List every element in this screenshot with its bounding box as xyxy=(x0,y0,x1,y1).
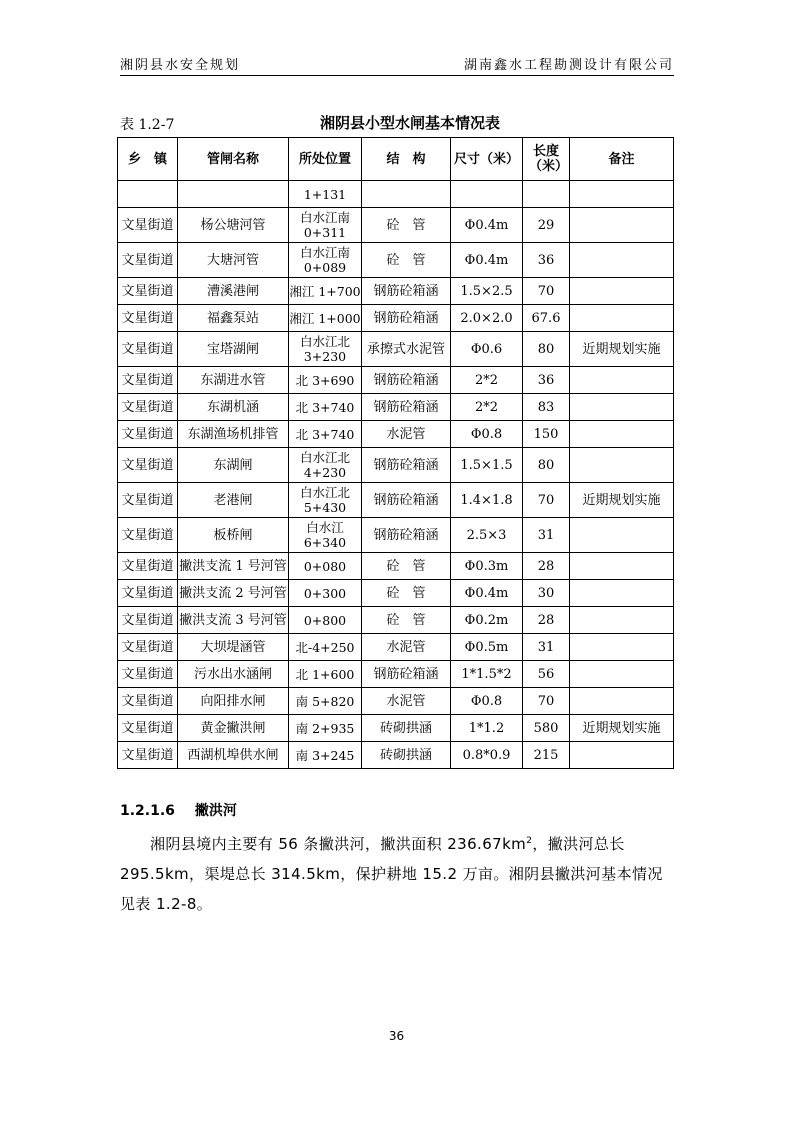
paragraph-part2: ，撇洪河总长 295.5km，渠堤总长 314.5km，保护耕地 15.2 万亩。湘阴县撇洪河基本情况见表 1.2-8。 xyxy=(120,835,663,913)
cell-town: 文星街道 xyxy=(118,634,178,661)
cell-location: 1+131 xyxy=(289,181,362,208)
cell-name: 杨公塘河管 xyxy=(178,208,289,243)
cell-location: 南 5+820 xyxy=(289,688,362,715)
col-header-size: 尺寸（米） xyxy=(451,138,523,181)
cell-note xyxy=(570,518,674,553)
cell-size: Φ0.4m xyxy=(451,208,523,243)
cell-size: Φ0.6 xyxy=(451,332,523,367)
cell-location: 北 3+690 xyxy=(289,367,362,394)
cell-town: 文星街道 xyxy=(118,715,178,742)
cell-note xyxy=(570,688,674,715)
cell-note xyxy=(570,421,674,448)
cell-structure: 水泥管 xyxy=(362,634,451,661)
cell-town: 文星街道 xyxy=(118,448,178,483)
cell-length: 150 xyxy=(523,421,570,448)
table-row xyxy=(118,332,674,367)
cell-size: Φ0.5m xyxy=(451,634,523,661)
cell-location: 白水江 6+340 xyxy=(289,518,362,553)
table-row xyxy=(118,661,674,688)
cell-location: 湘江 1+700 xyxy=(289,278,362,305)
cell-size: 2.5×3 xyxy=(451,518,523,553)
cell-structure: 钢筋砼箱涵 xyxy=(362,278,451,305)
cell-size: 1.5×2.5 xyxy=(451,278,523,305)
cell-name: 撇洪支流 2 号河管 xyxy=(178,580,289,607)
cell-location: 白水江南 0+089 xyxy=(289,243,362,278)
cell-structure: 承擦式水泥管 xyxy=(362,332,451,367)
cell-town: 文星街道 xyxy=(118,688,178,715)
cell-town: 文星街道 xyxy=(118,208,178,243)
cell-location: 白水江北 4+230 xyxy=(289,448,362,483)
cell-length: 80 xyxy=(523,448,570,483)
table-row xyxy=(118,634,674,661)
cell-name: 板桥闸 xyxy=(178,518,289,553)
col-header-town: 乡 镇 xyxy=(118,138,178,181)
cell-town: 文星街道 xyxy=(118,305,178,332)
cell-location: 0+080 xyxy=(289,553,362,580)
cell-name: 污水出水涵闸 xyxy=(178,661,289,688)
cell-location: 北 3+740 xyxy=(289,421,362,448)
cell-note xyxy=(570,661,674,688)
cell-note xyxy=(570,580,674,607)
cell-name: 西湖机埠供水闸 xyxy=(178,742,289,769)
cell-note xyxy=(570,278,674,305)
section-heading xyxy=(120,800,257,820)
section-title: 撇洪河 xyxy=(194,803,237,819)
cell-length: 70 xyxy=(523,483,570,518)
cell-size xyxy=(451,181,523,208)
cell-length: 70 xyxy=(523,278,570,305)
cell-name: 撇洪支流 1 号河管 xyxy=(178,553,289,580)
cell-name: 撇洪支流 3 号河管 xyxy=(178,607,289,634)
cell-structure: 钢筋砼箱涵 xyxy=(362,394,451,421)
table-body xyxy=(118,181,674,769)
cell-location: 湘江 1+000 xyxy=(289,305,362,332)
cell-note xyxy=(570,305,674,332)
cell-size: 0.8*0.9 xyxy=(451,742,523,769)
cell-note xyxy=(570,208,674,243)
cell-location: 白水江南 0+311 xyxy=(289,208,362,243)
cell-town: 文星街道 xyxy=(118,243,178,278)
cell-note: 近期规划实施 xyxy=(570,332,674,367)
table-row xyxy=(118,278,674,305)
cell-structure: 砖砌拱涵 xyxy=(362,715,451,742)
cell-structure xyxy=(362,181,451,208)
cell-location: 白水江北 5+430 xyxy=(289,483,362,518)
table-row xyxy=(118,742,674,769)
col-header-note: 备注 xyxy=(570,138,674,181)
cell-location: 北-4+250 xyxy=(289,634,362,661)
cell-length: 80 xyxy=(523,332,570,367)
cell-structure: 钢筋砼箱涵 xyxy=(362,518,451,553)
cell-name: 东湖进水管 xyxy=(178,367,289,394)
table-row xyxy=(118,607,674,634)
section-number: 1.2.1.6 xyxy=(120,803,175,819)
cell-length: 28 xyxy=(523,553,570,580)
header-company: 湖南鑫水工程勘测设计有限公司 xyxy=(463,58,674,73)
cell-note xyxy=(570,607,674,634)
table-row xyxy=(118,483,674,518)
cell-name: 大塘河管 xyxy=(178,243,289,278)
cell-name: 东湖渔场机排管 xyxy=(178,421,289,448)
cell-structure: 砼 管 xyxy=(362,607,451,634)
cell-location: 0+800 xyxy=(289,607,362,634)
table-row xyxy=(118,715,674,742)
cell-town: 文星街道 xyxy=(118,367,178,394)
table-row xyxy=(118,243,674,278)
cell-structure: 钢筋砼箱涵 xyxy=(362,448,451,483)
cell-town: 文星街道 xyxy=(118,607,178,634)
page-number: 36 xyxy=(388,1029,405,1043)
cell-town: 文星街道 xyxy=(118,580,178,607)
cell-name: 福鑫泵站 xyxy=(178,305,289,332)
cell-length: 580 xyxy=(523,715,570,742)
cell-size: 1*1.5*2 xyxy=(451,661,523,688)
cell-structure: 水泥管 xyxy=(362,688,451,715)
cell-structure: 砖砌拱涵 xyxy=(362,742,451,769)
cell-name: 东湖机涵 xyxy=(178,394,289,421)
body-paragraph xyxy=(120,829,676,919)
cell-location: 北 3+740 xyxy=(289,394,362,421)
cell-name: 大坝堤涵管 xyxy=(178,634,289,661)
cell-location: 0+300 xyxy=(289,580,362,607)
cell-size: Φ0.3m xyxy=(451,553,523,580)
cell-structure: 钢筋砼箱涵 xyxy=(362,483,451,518)
cell-name: 宝塔湖闸 xyxy=(178,332,289,367)
cell-structure: 钢筋砼箱涵 xyxy=(362,305,451,332)
cell-structure: 钢筋砼箱涵 xyxy=(362,661,451,688)
cell-name: 黄金撇洪闸 xyxy=(178,715,289,742)
table-number: 表 1.2-7 xyxy=(120,117,175,133)
cell-length: 70 xyxy=(523,688,570,715)
cell-town: 文星街道 xyxy=(118,553,178,580)
cell-note: 近期规划实施 xyxy=(570,715,674,742)
table-row xyxy=(118,367,674,394)
table-row xyxy=(118,394,674,421)
cell-note xyxy=(570,394,674,421)
paragraph-superscript: 2 xyxy=(526,836,533,846)
cell-name: 东湖闸 xyxy=(178,448,289,483)
cell-structure: 钢筋砼箱涵 xyxy=(362,367,451,394)
cell-town: 文星街道 xyxy=(118,421,178,448)
cell-location: 北 1+600 xyxy=(289,661,362,688)
paragraph-part1: 湘阴县境内主要有 56 条撇洪河，撇洪面积 236.67km xyxy=(150,835,527,853)
table-row xyxy=(118,518,674,553)
table-row xyxy=(118,580,674,607)
cell-town xyxy=(118,181,178,208)
table-row xyxy=(118,448,674,483)
cell-length: 30 xyxy=(523,580,570,607)
cell-length: 83 xyxy=(523,394,570,421)
cell-size: Φ0.8 xyxy=(451,421,523,448)
cell-size: Φ0.8 xyxy=(451,688,523,715)
cell-town: 文星街道 xyxy=(118,742,178,769)
cell-name: 漕溪港闸 xyxy=(178,278,289,305)
cell-length: 215 xyxy=(523,742,570,769)
cell-location: 南 3+245 xyxy=(289,742,362,769)
cell-size: 1.5×1.5 xyxy=(451,448,523,483)
table-header-row xyxy=(118,138,674,181)
cell-note xyxy=(570,634,674,661)
cell-note: 近期规划实施 xyxy=(570,483,674,518)
col-header-location: 所处位置 xyxy=(289,138,362,181)
cell-structure: 砼 管 xyxy=(362,580,451,607)
col-header-structure: 结 构 xyxy=(362,138,451,181)
cell-length xyxy=(523,181,570,208)
cell-structure: 砼 管 xyxy=(362,553,451,580)
table-row xyxy=(118,688,674,715)
cell-length: 56 xyxy=(523,661,570,688)
cell-town: 文星街道 xyxy=(118,661,178,688)
cell-location: 南 2+935 xyxy=(289,715,362,742)
cell-location: 白水江北 3+230 xyxy=(289,332,362,367)
cell-size: 2.0×2.0 xyxy=(451,305,523,332)
cell-town: 文星街道 xyxy=(118,483,178,518)
cell-structure: 砼 管 xyxy=(362,243,451,278)
cell-town: 文星街道 xyxy=(118,518,178,553)
cell-length: 36 xyxy=(523,243,570,278)
cell-name: 向阳排水闸 xyxy=(178,688,289,715)
cell-length: 31 xyxy=(523,518,570,553)
cell-size: Φ0.2m xyxy=(451,607,523,634)
cell-note xyxy=(570,181,674,208)
table-row xyxy=(118,208,674,243)
cell-size: 2*2 xyxy=(451,394,523,421)
cell-note xyxy=(570,448,674,483)
cell-town: 文星街道 xyxy=(118,278,178,305)
sluice-table xyxy=(117,137,674,769)
header-doc-title: 湘阴县水安全规划 xyxy=(120,58,241,73)
cell-town: 文星街道 xyxy=(118,332,178,367)
page-header xyxy=(120,51,674,76)
cell-note xyxy=(570,742,674,769)
cell-length: 29 xyxy=(523,208,570,243)
cell-size: Φ0.4m xyxy=(451,580,523,607)
cell-note xyxy=(570,553,674,580)
cell-size: Φ0.4m xyxy=(451,243,523,278)
table-row xyxy=(118,181,674,208)
table-row xyxy=(118,421,674,448)
col-header-name: 管闸名称 xyxy=(178,138,289,181)
cell-size: 1.4×1.8 xyxy=(451,483,523,518)
cell-note xyxy=(570,243,674,278)
cell-size: 1*1.2 xyxy=(451,715,523,742)
cell-length: 31 xyxy=(523,634,570,661)
cell-name xyxy=(178,181,289,208)
cell-structure: 水泥管 xyxy=(362,421,451,448)
cell-town: 文星街道 xyxy=(118,394,178,421)
cell-length: 67.6 xyxy=(523,305,570,332)
cell-length: 28 xyxy=(523,607,570,634)
cell-structure: 砼 管 xyxy=(362,208,451,243)
table-row xyxy=(118,553,674,580)
cell-note xyxy=(570,367,674,394)
cell-size: 2*2 xyxy=(451,367,523,394)
table-title: 湘阴县小型水闸基本情况表 xyxy=(319,114,500,132)
table-row xyxy=(118,305,674,332)
col-header-length: 长度 （米） xyxy=(523,138,570,181)
cell-length: 36 xyxy=(523,367,570,394)
cell-name: 老港闸 xyxy=(178,483,289,518)
